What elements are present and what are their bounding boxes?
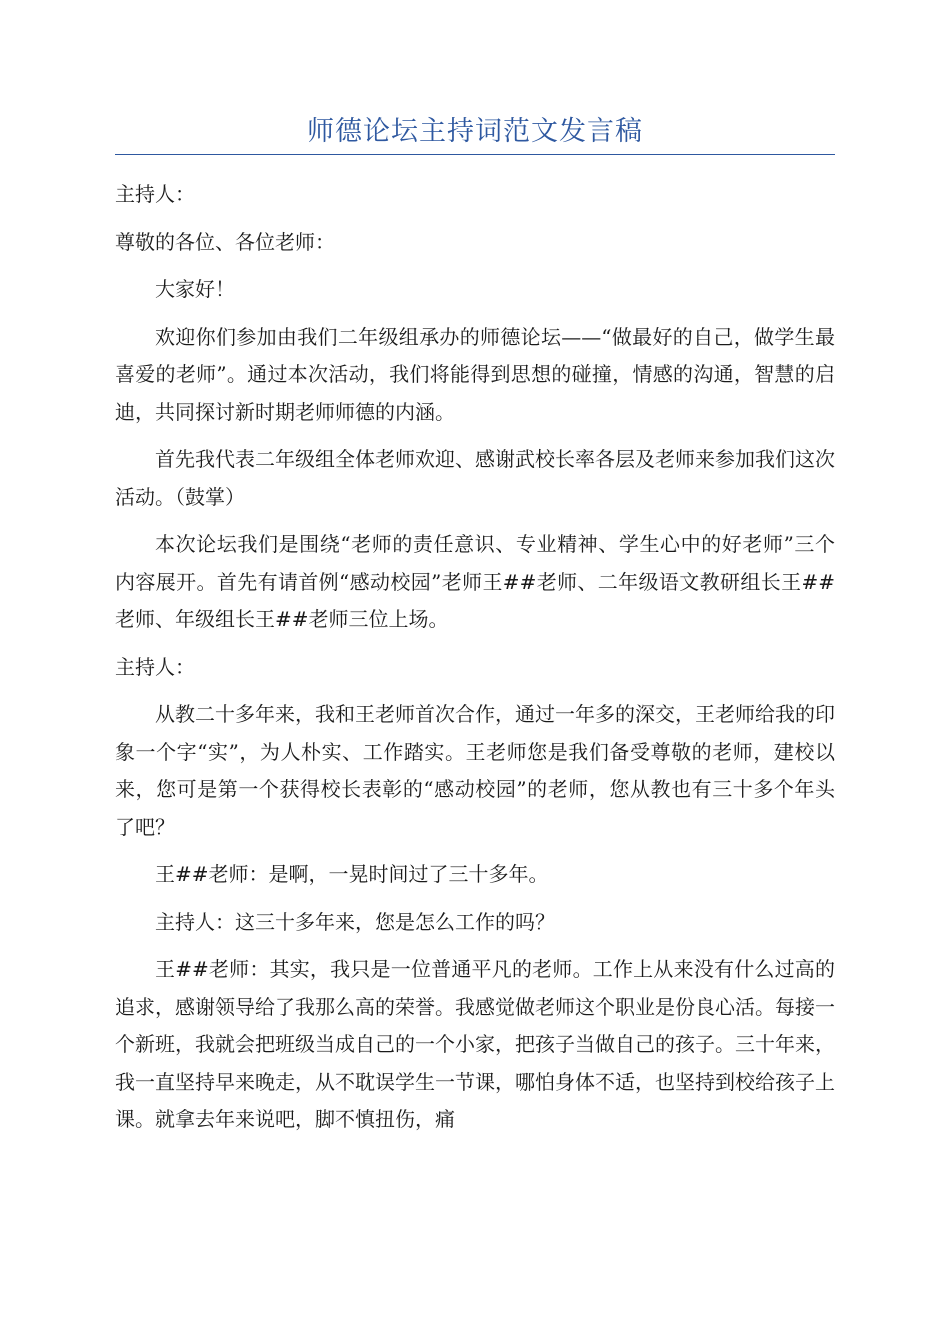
paragraph: 主持人： bbox=[115, 654, 195, 679]
paragraph: 尊敬的各位、各位老师： bbox=[115, 229, 335, 254]
paragraph: 从教二十多年来，我和王老师首次合作，通过一年多的深交，王老师给我的印象一个字“实”，为人朴实、工作踏实。王老师您是我们备受尊敬的老师，建校以来，您可是第一个获得校长表彰的“感动校园”的老师，您从教也有三十多个年头了吧？ bbox=[115, 702, 835, 839]
paragraph: 主持人： bbox=[115, 182, 195, 206]
paragraph: 大家好！ bbox=[155, 277, 235, 301]
paragraph: 主持人：这三十多年来，您是怎么工作的吗？ bbox=[155, 909, 555, 934]
paragraph: 首先我代表二年级组全体老师欢迎、感谢武校长率各层及老师来参加我们这次活动。（鼓掌） bbox=[115, 447, 835, 509]
paragraph: 王##老师：其实，我只是一位普通平凡的老师。工作上从来没有什么过高的追求，感谢领导给了我那么高的荣誉。我感觉做老师这个职业是份良心活。每接一个新班，我就会把班级当成自己的一个小家，把孩子当做自己的孩子。三十年来，我一直坚持早来晚走，从不耽误学生一节课，哪怕身体不适，也坚持到校给孩子上课。就拿去年来说吧，脚不慎扭伤，痛 bbox=[115, 957, 835, 1131]
paragraph: 王##老师：是啊，一晃时间过了三十多年。 bbox=[155, 862, 549, 886]
title-underline bbox=[115, 154, 835, 155]
document-title: 师德论坛主持词范文发言稿 bbox=[307, 116, 643, 147]
document-body bbox=[115, 176, 835, 1149]
paragraph: 欢迎你们参加由我们二年级组承办的师德论坛——“做最好的自己，做学生最喜爱的老师”。通过本次活动，我们将能得到思想的碰撞，情感的沟通，智慧的启迪，共同探讨新时期老师师德的内涵。 bbox=[115, 324, 835, 424]
paragraph: 本次论坛我们是围绕“老师的责任意识、专业精神、学生心中的好老师”三个内容展开。首先有请首例“感动校园”老师王##老师、二年级语文教研组长王##老师、年级组长王##老师三位上场。 bbox=[115, 532, 835, 631]
